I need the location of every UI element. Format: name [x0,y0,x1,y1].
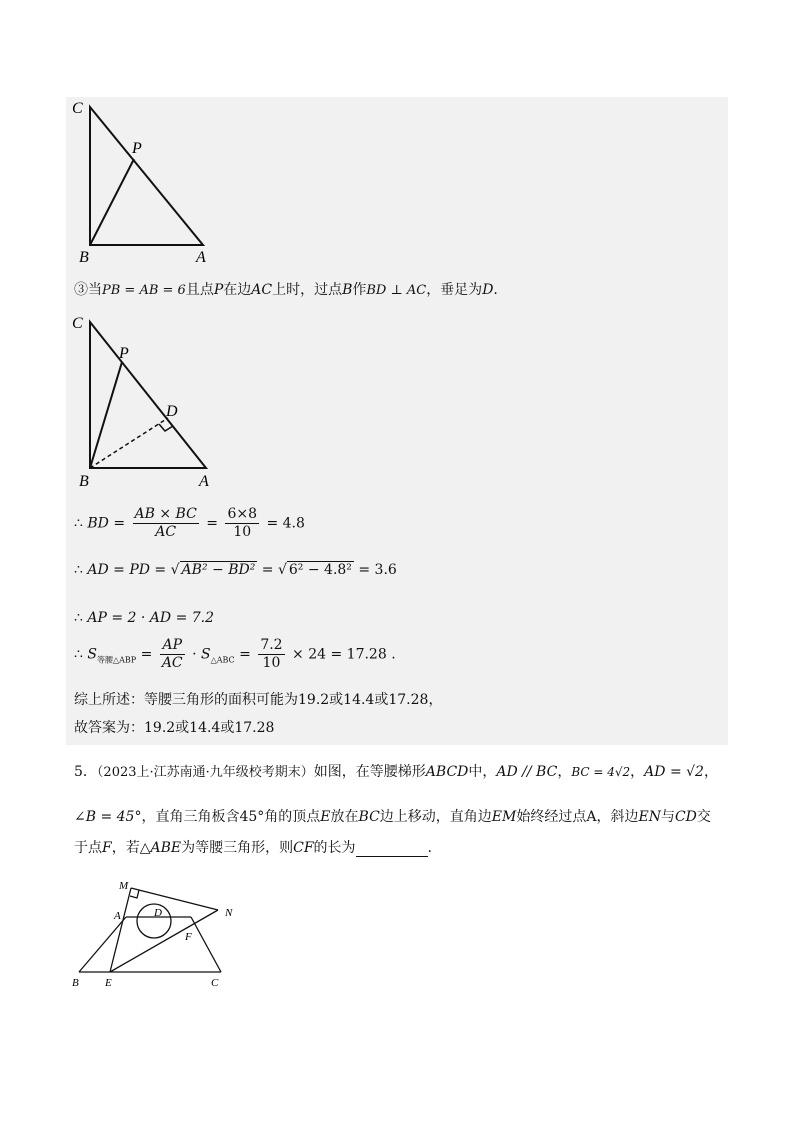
math-line-3: ∴ AP = 2 · AD = 7.2 [74,610,215,626]
triangle-figure-2 [66,312,236,490]
label-e: E [105,977,112,989]
problem-5-line-3: 于点F，若△ABE为等腰三角形，则CF的长为 . [74,840,432,856]
math-line-1: ∴ BD = $\frac{AB \times BC}{AC}$ = $\frac{6\times 8}{10}$ = 4.8 [74,506,305,540]
label-b: B [79,473,89,490]
label-a: A [196,249,206,266]
label-p: P [132,140,142,157]
label-m: M [119,880,129,892]
label-c: C [211,977,219,989]
label-n: N [225,907,233,919]
answer-line: 故答案为：19.2或14.4或17.28 [74,720,275,736]
case-3-line: ③当PB = AB = 6且点P在边AC上时，过点B作BD ⊥ AC，垂足为D. [74,282,498,298]
triangle-figure-1 [66,97,236,267]
answer-blank [356,842,428,857]
label-c: C [72,100,83,117]
problem-source: （2023上·江苏南通·九年级校考期末） [96,765,314,780]
label-d: D [154,907,162,919]
label-a: A [199,473,209,490]
label-f: F [185,931,192,943]
label-d: D [166,403,178,420]
label-c: C [72,315,83,332]
label-b: B [79,249,89,266]
summary-line-1: 综上所述：等腰三角形的面积可能为19.2或14.4或17.28， [74,692,443,708]
label-p: P [119,345,129,362]
label-b: B [72,977,79,989]
trapezoid-figure [66,872,246,994]
problem-5-line-2: ∠B = 45°，直角三角板含45°角的顶点E放在BC边上移动，直角边EM始终经过点A，斜边EN与CD交 [74,809,711,825]
label-a: A [114,910,121,922]
problem-5-line-1: 5．（2023上·江苏南通·九年级校考期末）如图，在等腰梯形ABCD中，AD // BC，BC = 4√2，AD = √2， [74,764,718,780]
math-line-2: ∴ AD = PD = √ AB² − BD² = √ 6² − 4.8² = 3.6 [74,562,397,578]
math-line-4: ∴ $S_{等腰\triangle ABP}$ = $\frac{AP}{AC}$ · $S_{\triangle ABC}$ = $\frac{7.2}{10}$ × 24 = 17.28 . [74,637,396,671]
